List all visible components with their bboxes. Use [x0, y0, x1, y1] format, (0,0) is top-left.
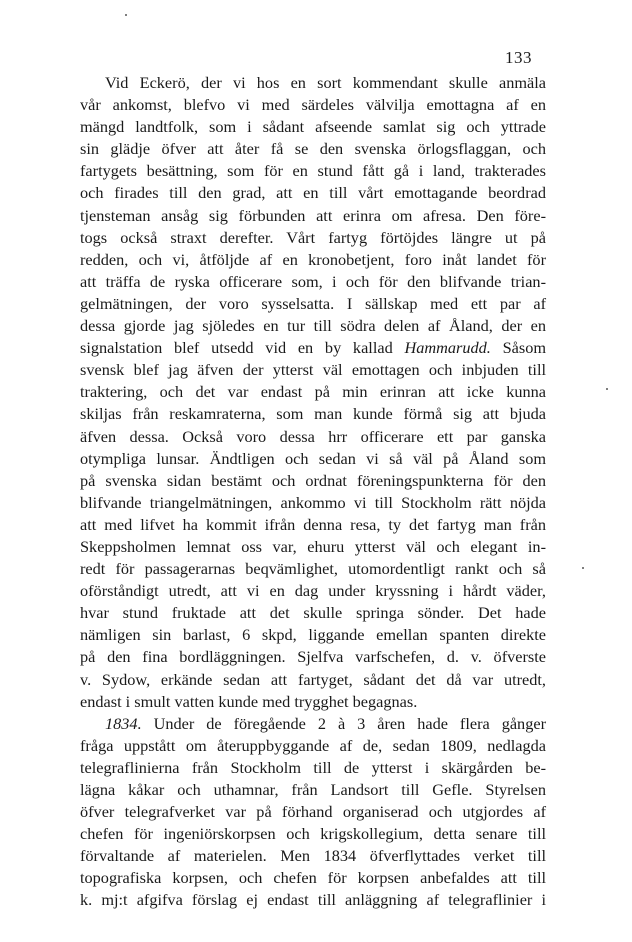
text-line: tjensteman ansåg sig förbunden att erinra om afresa. Den före- — [80, 205, 546, 225]
text-line: otympliga lunsar. Ändtligen och sedan vi så väl på Åland som — [80, 448, 546, 468]
text-line: chefen för ingeniörskorpsen och krigskollegium, detta senare till — [80, 824, 546, 844]
text-line: togs också straxt derefter. Vårt fartyg förtöjdes längre ut på — [80, 227, 546, 247]
year-heading-italic: 1834. — [105, 713, 142, 733]
text-line: redden, och vi, åtföljde af en kronobetjent, foro inåt landet för — [80, 249, 546, 269]
text-line: endast i smult vatten kunde med trygghet begagnas. — [80, 691, 418, 711]
text-line: fråga uppstått om återuppbyggande af de, sedan 1809, nedlagda — [80, 735, 546, 755]
print-speck — [125, 14, 127, 16]
text-line: signalstation blef utsedd vid en by kallad Hammarudd. Såsom — [80, 338, 546, 358]
text-line: äfven dessa. Också voro dessa hrr officerare ett par ganska — [80, 426, 546, 446]
text-line: att träffa de ryska officerare som, i och för den blifvande trian- — [80, 271, 546, 291]
text-line: öfver telegrafverket var på förhand organiserad och utgjordes af — [80, 802, 546, 822]
text-line: på den fina bordläggningen. Sjelfva varfschefen, d. v. öfverste — [80, 647, 546, 667]
text-line: fartygets besättning, som för en stund fått gå i land, trakterades — [80, 161, 546, 181]
text-line: skiljas från reskamraterna, som man kunde förmå sig att bjuda — [80, 404, 546, 424]
text-line: Skeppsholmen lemnat oss var, ehuru ytterst väl och elegant in- — [80, 536, 546, 556]
text-line: traktering, och det var endast på min erinran att icke kunna — [80, 382, 546, 402]
text-line: oförståndigt utredt, att vi en dag under kryssning i hårdt väder, — [80, 581, 546, 601]
text-line: och firades till den grad, att en till vårt emottagande beordrad — [80, 183, 546, 203]
text-line: blifvande triangelmätningen, ankommo vi till Stockholm rätt nöjda — [80, 492, 546, 512]
text-line: dessa gjorde jag sjöledes en tur till södra delen af Åland, der en — [80, 316, 546, 336]
text-line: Vid Eckerö, der vi hos en sort kommendant skulle anmäla — [105, 73, 546, 92]
page-number: 133 — [505, 48, 532, 67]
text-line: 1834. Under de föregående 2 à 3 åren hade flera gånger — [105, 713, 546, 733]
text-line: v. Sydow, erkände sedan att fartyget, sådant det då var utredt, — [80, 669, 546, 689]
print-speck — [606, 388, 608, 390]
text-line: gelmätningen, der voro sysselsatta. I sällskap med ett par af — [80, 293, 546, 313]
text-line: förvaltande af materielen. Men 1834 öfverflyttades verket till — [80, 846, 546, 866]
text-line: k. mj:t afgifva förslag ej endast till anläggning af telegraflinier i — [80, 890, 546, 910]
text-line: att med lifvet ha kommit ifrån denna resa, ty det fartyg man från — [80, 514, 546, 534]
text-line: redt för passagerarnas beqvämlighet, utomordentligt rankt och så — [80, 559, 546, 579]
text-line: svensk blef jag äfven der ytterst väl emottagen och inbjuden till — [80, 360, 546, 380]
text-line: lägna kåkar och uthamnar, från Landsort till Gefle. Styrelsen — [80, 780, 546, 799]
body-text — [80, 72, 546, 912]
text-line: mängd landtfolk, som i sådant afseende samlat sig och yttrade — [80, 117, 546, 137]
text-line: vår ankomst, blefvo vi med särdeles välvilja emottagna af en — [80, 95, 546, 115]
text-line: sin glädje öfver att åter få se den svenska örlogsflaggan, och — [80, 139, 546, 159]
text-line: topografiska korpsen, och chefen för korpsen anbefaldes att till — [80, 868, 546, 888]
place-name-italic: Hammarudd. — [404, 338, 491, 358]
print-speck — [582, 567, 584, 569]
text-line: telegraflinierna från Stockholm till de ytterst i skärgården be- — [80, 757, 546, 777]
text-line: på svenska sidan bestämt och ordnat föreningspunkterna för den — [80, 470, 546, 490]
text-line: hvar stund fruktade att det skulle springa sönder. Det hade — [80, 603, 546, 623]
text-line: nämligen sin barlast, 6 skpd, liggande emellan spanten direkte — [80, 625, 546, 645]
